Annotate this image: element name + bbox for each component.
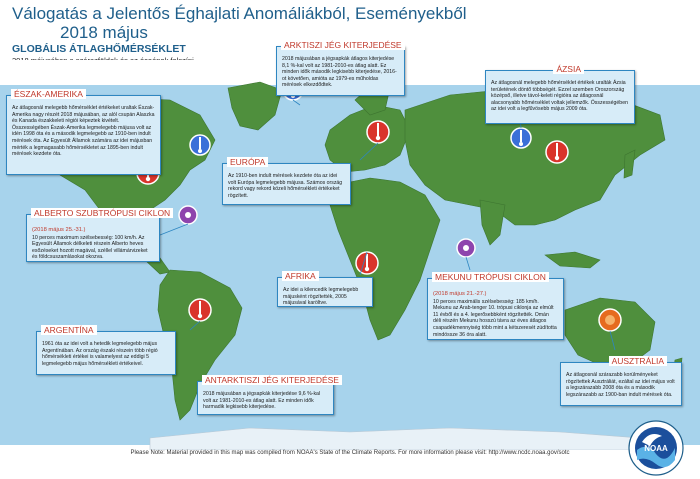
marker-africa-warm-icon [356, 252, 378, 274]
box-argentina-text: 1961 óta az idei volt a hetedik legmelegebb május Argentínában. Az ország északi részein több régió hőmérsékleti értékei is valamelyest az eddigi 5 legmelegebb május hőmérsékleti értékeivel. [42, 341, 158, 367]
box-asia [485, 64, 635, 124]
box-alberto-text: 10 perces maximum szélsebesség: 100 km/h. Az Egyesült Államok délkeleti részein Alberto heves esőzéseket hozott magával, széllel villámárvizeket és földcsuszamlásokat okozva. [32, 234, 148, 261]
box-mekunu-text: 10 perces maximális szélsebesség: 185 km/h. Mekunu az Arab-tenger 10. trópusi ciklonja az elmúlt 11 évből és a 4. legerősebbként rögzítették. Omán déli részén Mekunu hosszú távra az éves átlagos csapadékmennyiség több mint a kétszeresét zúdította mindössze 36 óra alatt. [433, 298, 557, 338]
box-argentina [36, 325, 176, 375]
box-alberto-title: ALBERTO SZUBTRÓPUSI CIKLON [31, 208, 173, 218]
box-arctic-title: ARKTISZI JÉG KITERJEDÉSE [281, 40, 405, 50]
box-asia-text: Az átlagosnál melegebb hőmérséklet értékek uralták Ázsia területének döntő többségét. Ezzel szemben Oroszország középső, illetve távol-keleti régióira az átlagosnál alacsonyabb hőmérséklet voltak jellemzők. Összességében az idei volt a legfűvösebb május 2009 óta. [491, 80, 628, 113]
box-antarctic-title: ANTARKTISZI JÉG KITERJEDÉSE [202, 375, 342, 385]
box-australia [560, 356, 682, 406]
box-argentina-title: ARGENTÍNA [41, 325, 97, 335]
box-alberto [26, 208, 171, 262]
box-australia-title: AUSZTRÁLIA [609, 356, 667, 366]
box-australia-text: Az átlagosnál szárazabb korülményeket rögzítettek Ausztráliát, ezáltal az idei május volt a legszárazabb 2008 óta és a második legszárazabb az 1900-ban indult mérések óta. [566, 372, 675, 398]
box-arctic [276, 40, 405, 96]
box-antarctic [197, 375, 339, 415]
box-mekunu [427, 272, 564, 340]
box-asia-title: ÁZSIA [553, 64, 584, 74]
box-europe-title: EURÓPA [227, 157, 268, 167]
box-africa-text: Az idei a kilencedik legmelegebb májusként rögzítették, 2005 májusával karöltve. [283, 287, 359, 307]
footer-note: Please Note: Material provided in this map was compiled from NOAA's State of the Climate Reports. For more information please visit: http://www.ncdc.noaa.gov/sotc [130, 450, 570, 456]
box-africa [277, 271, 373, 307]
box-mekunu-subtitle: (2018 május 21.-27.) [433, 291, 487, 297]
box-africa-title: AFRIKA [282, 271, 319, 281]
marker-north-america-cold-icon [190, 135, 210, 155]
box-north-america-title: ÉSZAK-AMERIKA [11, 89, 86, 99]
box-europe-text: Az 1910-ben indult mérések kezdete óta az idei volt Európa legmelegebb májusa. Számos ország rekord vagy rekord közeli hőmérsékleti értékeket rögzített. [228, 173, 343, 199]
box-north-america-text: Az átlagosnál melegebb hőmérséklet értékeket uraltak Észak-Amerika nagy részét 2018 májusában, az alól csupán Alaszka és Kanada északkeleti régiói képeztek kivételt. Összességében Észak-Amerika legmelegebb májusa volt az idén 1998 óta és a második legmelegebb az 1910-ben indult mérések óta. Az Egyesült Államok számára az idei májusban mérték a legmagasabb hőmérsékletet az 1895-ben indult mérések kezdete óta. [12, 105, 155, 158]
marker-australia-dry-icon [599, 309, 621, 331]
box-arctic-text: 2018 májusában a jégsapkák átlagos kiterjedése 8,1 %-kal volt az 1981-2010-es átlag alatt. Ez minden idők második legkisebb kiterjedése, 2016-ot követően, amióta az 1979-es műholdas mérések elkezdődtek. [282, 56, 397, 89]
marker-alberto-icon [179, 206, 197, 224]
marker-asia-cold-icon [511, 128, 531, 148]
marker-asia-warm-icon [546, 141, 568, 163]
box-europe [222, 157, 351, 205]
page-title: Válogatás a Jelentős Éghajlati Anomáliákból, Eseményekből [12, 4, 467, 23]
page-subtitle: 2018 május [60, 23, 148, 42]
box-north-america [6, 89, 161, 175]
marker-mekunu-icon [457, 239, 475, 257]
box-alberto-subtitle: (2018 május 25.-31.) [32, 227, 86, 233]
box-mekunu-body [428, 279, 563, 342]
box-mekunu-title: MEKUNU TRÓPUSI CIKLON [432, 272, 549, 282]
noaa-logo-icon [628, 420, 684, 476]
noaa-logo-text: NOAA [644, 444, 668, 453]
box-alberto-body [27, 215, 159, 265]
marker-argentina-warm-icon [189, 299, 211, 321]
global-heading: GLOBÁLIS ÁTLAGHŐMÉRSÉKLET [12, 43, 186, 55]
marker-europe-warm-icon [367, 121, 389, 143]
box-antarctic-text: 2018 májusában a jégsapkák kiterjedése 9,6 %-kal volt az 1981-2010-es átlag alatt. Ez minden idők harmadik legkisebb kiterjedése. [203, 391, 321, 411]
